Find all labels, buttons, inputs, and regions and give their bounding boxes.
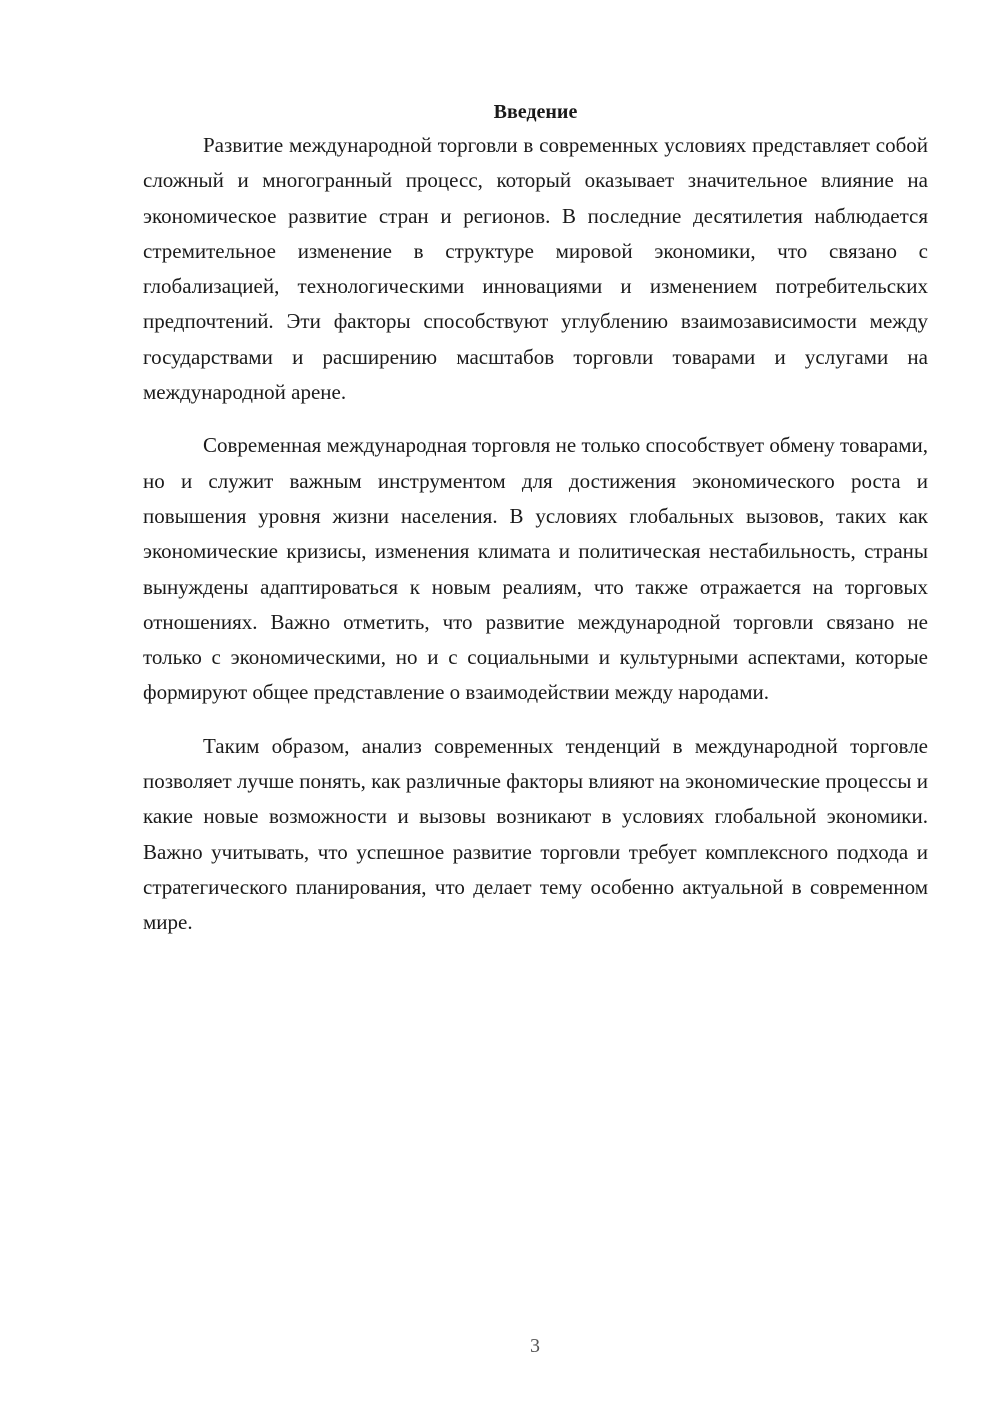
page-content	[143, 96, 928, 959]
paragraph-2: Современная международная торговля не только способствует обмену товарами, но и служит важным инструментом для достижения экономического роста и повышения уровня жизни населения. В условиях глобальных вызовов, таких как экономические кризисы, изменения климата и политическая нестабильность, страны вынуждены адаптироваться к новым реалиям, что также отражается на торговых отношениях. Важно отметить, что развитие международной торговли связано не только с экономическими, но и с социальными и культурными аспектами, которые формируют общее представление о взаимодействии между народами.	[143, 433, 928, 705]
page-number: 3	[530, 1335, 540, 1357]
section-title: Введение	[493, 101, 578, 123]
paragraph-3: Таким образом, анализ современных тенденций в международной торговле позволяет лучше понять, как различные факторы влияют на экономические процессы и какие новые возможности и вызовы возникают в условиях глобальной экономики. Важно учитывать, что успешное развитие торговли требует комплексного подхода и стратегического планирования, что делает тему особенно актуальной в современном мире.	[143, 733, 928, 935]
paragraph-1: Развитие международной торговли в современных условиях представляет собой сложный и многогранный процесс, который оказывает значительное влияние на экономическое развитие стран и регионов. В последние десятилетия наблюдается стремительное изменение в структуре мировой экономики, что связано с глобализацией, технологическими инновациями и изменением потребительских предпочтений. Эти факторы способствуют углублению взаимозависимости между государствами и расширению масштабов торговли товарами и услугами на международной арене.	[143, 133, 928, 405]
